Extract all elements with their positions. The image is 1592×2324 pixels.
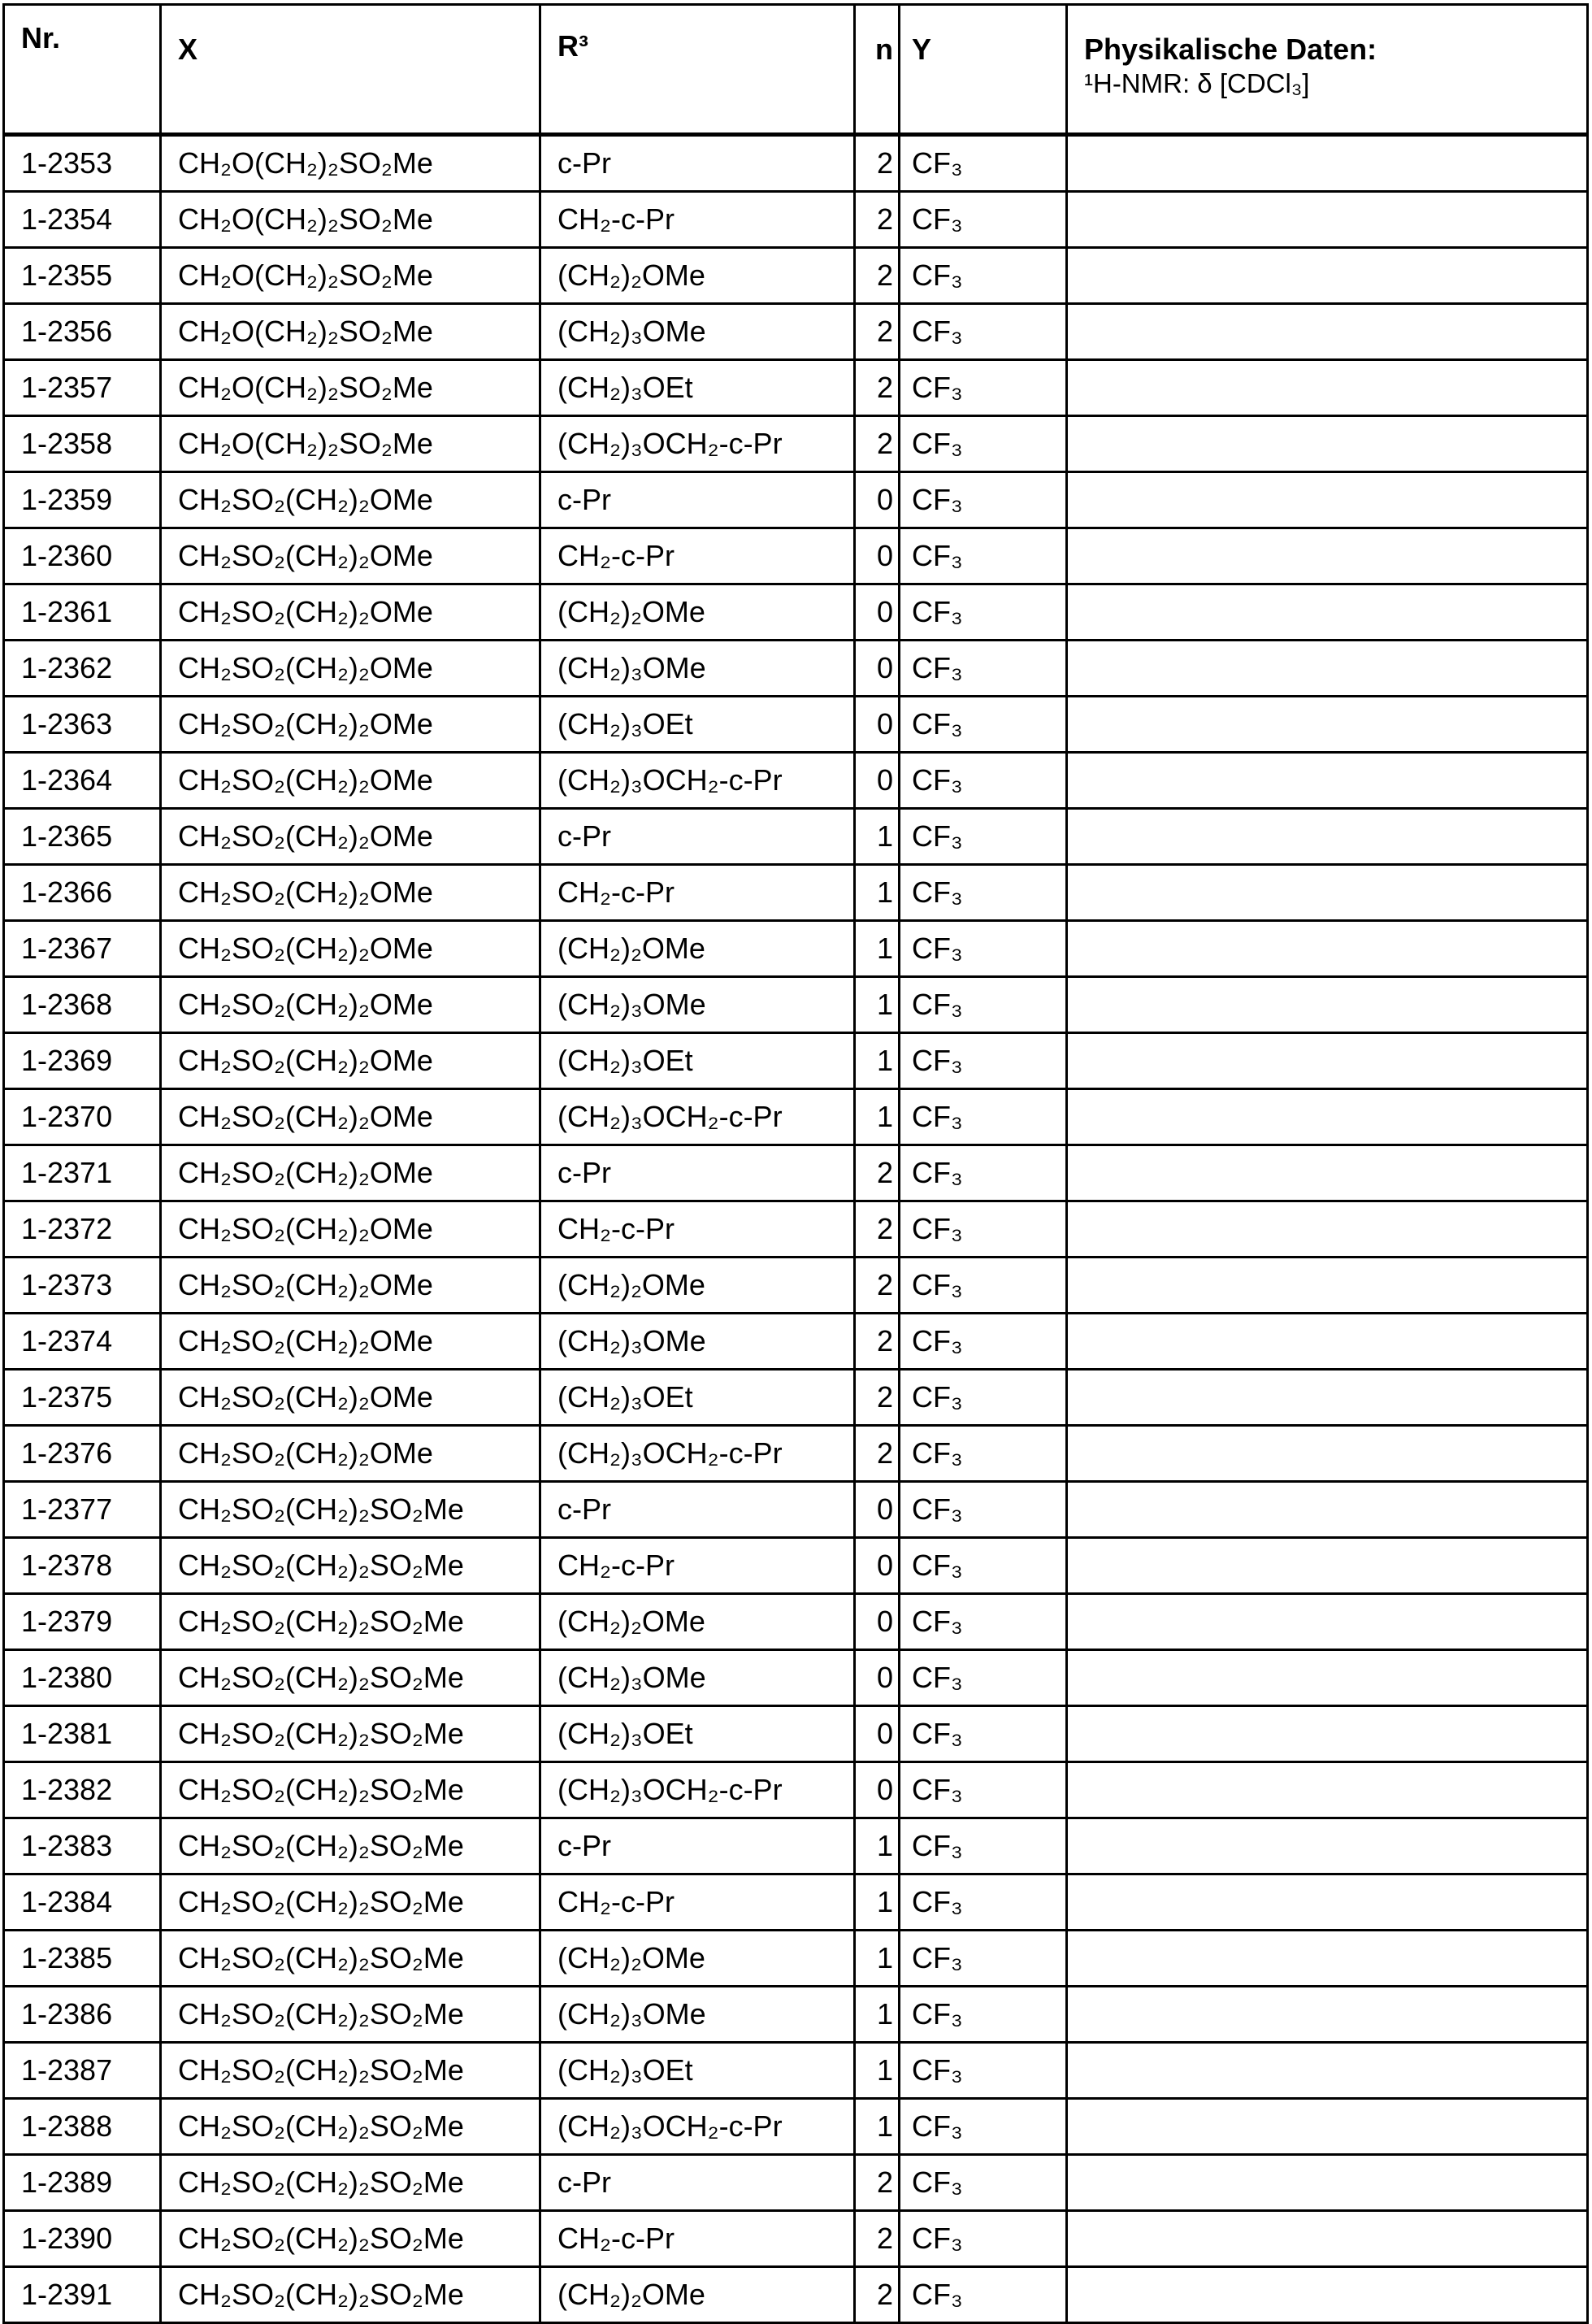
cell-y: CF₃ <box>900 360 1067 416</box>
cell-x: CH₂SO₂(CH₂)₂SO₂Me <box>161 1818 540 1874</box>
cell-x: CH₂SO₂(CH₂)₂SO₂Me <box>161 2267 540 2323</box>
cell-r3: (CH₂)₂OMe <box>540 2267 855 2323</box>
table-row <box>4 1314 1588 1370</box>
cell-x: CH₂SO₂(CH₂)₂OMe <box>161 977 540 1033</box>
cell-x: CH₂O(CH₂)₂SO₂Me <box>161 304 540 360</box>
cell-r3: (CH₂)₃OMe <box>540 1987 855 2043</box>
table-row <box>4 304 1588 360</box>
cell-y: CF₃ <box>900 865 1067 921</box>
table-row <box>4 1650 1588 1706</box>
table-row <box>4 472 1588 528</box>
cell-nr: 1-2389 <box>4 2155 161 2211</box>
cell-n: 1 <box>855 809 900 865</box>
cell-r3: CH₂-c-Pr <box>540 192 855 248</box>
cell-y: CF₃ <box>900 192 1067 248</box>
cell-physical-data <box>1067 753 1588 809</box>
cell-nr: 1-2368 <box>4 977 161 1033</box>
cell-physical-data <box>1067 641 1588 697</box>
cell-r3: (CH₂)₂OMe <box>540 921 855 977</box>
cell-n: 0 <box>855 641 900 697</box>
cell-nr: 1-2360 <box>4 528 161 584</box>
cell-nr: 1-2379 <box>4 1594 161 1650</box>
cell-r3: (CH₂)₃OCH₂-c-Pr <box>540 1089 855 1145</box>
cell-n: 2 <box>855 2155 900 2211</box>
cell-x: CH₂SO₂(CH₂)₂OMe <box>161 641 540 697</box>
table-row <box>4 1706 1588 1762</box>
cell-r3: (CH₂)₃OEt <box>540 1033 855 1089</box>
cell-n: 0 <box>855 1706 900 1762</box>
cell-x: CH₂SO₂(CH₂)₂SO₂Me <box>161 1594 540 1650</box>
cell-r3: (CH₂)₃OEt <box>540 2043 855 2099</box>
table-row <box>4 1482 1588 1538</box>
cell-y: CF₃ <box>900 2155 1067 2211</box>
cell-n: 2 <box>855 1145 900 1201</box>
cell-n: 1 <box>855 2043 900 2099</box>
cell-y: CF₃ <box>900 1370 1067 1426</box>
cell-y: CF₃ <box>900 1762 1067 1818</box>
table-row <box>4 2267 1588 2323</box>
header-r3: R³ <box>540 5 855 135</box>
header-n: n <box>855 5 900 135</box>
table-row <box>4 1370 1588 1426</box>
cell-r3: c-Pr <box>540 1818 855 1874</box>
cell-physical-data <box>1067 1258 1588 1314</box>
cell-r3: (CH₂)₂OMe <box>540 1258 855 1314</box>
cell-nr: 1-2365 <box>4 809 161 865</box>
cell-x: CH₂SO₂(CH₂)₂OMe <box>161 1370 540 1426</box>
cell-nr: 1-2362 <box>4 641 161 697</box>
cell-r3: (CH₂)₃OEt <box>540 1706 855 1762</box>
table-row <box>4 1201 1588 1258</box>
cell-r3: (CH₂)₃OEt <box>540 360 855 416</box>
table-row <box>4 2211 1588 2267</box>
cell-n: 0 <box>855 1482 900 1538</box>
cell-r3: (CH₂)₃OMe <box>540 977 855 1033</box>
cell-nr: 1-2388 <box>4 2099 161 2155</box>
cell-y: CF₃ <box>900 1201 1067 1258</box>
cell-n: 2 <box>855 1370 900 1426</box>
cell-nr: 1-2387 <box>4 2043 161 2099</box>
cell-n: 0 <box>855 1650 900 1706</box>
cell-n: 1 <box>855 865 900 921</box>
cell-x: CH₂SO₂(CH₂)₂SO₂Me <box>161 1762 540 1818</box>
cell-y: CF₃ <box>900 1706 1067 1762</box>
cell-x: CH₂O(CH₂)₂SO₂Me <box>161 360 540 416</box>
cell-n: 2 <box>855 416 900 472</box>
cell-y: CF₃ <box>900 1594 1067 1650</box>
cell-x: CH₂SO₂(CH₂)₂SO₂Me <box>161 1987 540 2043</box>
cell-n: 1 <box>855 2099 900 2155</box>
cell-physical-data <box>1067 1482 1588 1538</box>
table-row <box>4 753 1588 809</box>
cell-y: CF₃ <box>900 641 1067 697</box>
cell-n: 2 <box>855 248 900 304</box>
cell-nr: 1-2369 <box>4 1033 161 1089</box>
cell-y: CF₃ <box>900 304 1067 360</box>
cell-r3: (CH₂)₃OCH₂-c-Pr <box>540 753 855 809</box>
cell-nr: 1-2359 <box>4 472 161 528</box>
cell-r3: (CH₂)₂OMe <box>540 248 855 304</box>
cell-physical-data <box>1067 1762 1588 1818</box>
table-row <box>4 1538 1588 1594</box>
table-row <box>4 360 1588 416</box>
cell-n: 2 <box>855 1201 900 1258</box>
cell-n: 2 <box>855 2267 900 2323</box>
cell-nr: 1-2366 <box>4 865 161 921</box>
table-row <box>4 1594 1588 1650</box>
cell-y: CF₃ <box>900 1987 1067 2043</box>
cell-physical-data <box>1067 921 1588 977</box>
cell-nr: 1-2363 <box>4 697 161 753</box>
cell-physical-data <box>1067 1426 1588 1482</box>
cell-physical-data <box>1067 1987 1588 2043</box>
cell-r3: (CH₂)₃OCH₂-c-Pr <box>540 1762 855 1818</box>
cell-n: 1 <box>855 977 900 1033</box>
cell-x: CH₂SO₂(CH₂)₂OMe <box>161 697 540 753</box>
cell-physical-data <box>1067 1538 1588 1594</box>
cell-r3: (CH₂)₃OCH₂-c-Pr <box>540 2099 855 2155</box>
cell-r3: c-Pr <box>540 472 855 528</box>
cell-r3: CH₂-c-Pr <box>540 528 855 584</box>
cell-y: CF₃ <box>900 1145 1067 1201</box>
cell-nr: 1-2370 <box>4 1089 161 1145</box>
table-row <box>4 1145 1588 1201</box>
table-row <box>4 1258 1588 1314</box>
cell-nr: 1-2383 <box>4 1818 161 1874</box>
cell-n: 2 <box>855 192 900 248</box>
cell-y: CF₃ <box>900 528 1067 584</box>
cell-x: CH₂SO₂(CH₂)₂OMe <box>161 809 540 865</box>
physical-data-nmr-label: ¹H-NMR: δ [CDCl₃] <box>1084 69 1586 98</box>
cell-nr: 1-2361 <box>4 584 161 641</box>
cell-r3: CH₂-c-Pr <box>540 865 855 921</box>
cell-n: 0 <box>855 1538 900 1594</box>
cell-x: CH₂SO₂(CH₂)₂OMe <box>161 472 540 528</box>
cell-nr: 1-2380 <box>4 1650 161 1706</box>
cell-physical-data <box>1067 1706 1588 1762</box>
cell-y: CF₃ <box>900 2099 1067 2155</box>
cell-n: 1 <box>855 1033 900 1089</box>
table-row <box>4 1033 1588 1089</box>
header-y: Y <box>900 5 1067 135</box>
cell-n: 1 <box>855 1818 900 1874</box>
cell-y: CF₃ <box>900 584 1067 641</box>
table-row <box>4 921 1588 977</box>
cell-nr: 1-2355 <box>4 248 161 304</box>
cell-physical-data <box>1067 1201 1588 1258</box>
cell-nr: 1-2372 <box>4 1201 161 1258</box>
cell-physical-data <box>1067 360 1588 416</box>
cell-nr: 1-2384 <box>4 1874 161 1931</box>
cell-r3: c-Pr <box>540 1145 855 1201</box>
cell-physical-data <box>1067 1089 1588 1145</box>
cell-y: CF₃ <box>900 1538 1067 1594</box>
cell-x: CH₂SO₂(CH₂)₂SO₂Me <box>161 2155 540 2211</box>
cell-n: 0 <box>855 528 900 584</box>
cell-y: CF₃ <box>900 2267 1067 2323</box>
cell-x: CH₂SO₂(CH₂)₂OMe <box>161 921 540 977</box>
table-row <box>4 809 1588 865</box>
table-row <box>4 697 1588 753</box>
cell-y: CF₃ <box>900 697 1067 753</box>
cell-physical-data <box>1067 584 1588 641</box>
cell-x: CH₂SO₂(CH₂)₂SO₂Me <box>161 1482 540 1538</box>
cell-y: CF₃ <box>900 2211 1067 2267</box>
cell-n: 0 <box>855 1762 900 1818</box>
cell-y: CF₃ <box>900 1089 1067 1145</box>
cell-physical-data <box>1067 472 1588 528</box>
cell-physical-data <box>1067 416 1588 472</box>
cell-y: CF₃ <box>900 135 1067 192</box>
cell-nr: 1-2381 <box>4 1706 161 1762</box>
cell-nr: 1-2356 <box>4 304 161 360</box>
header-physical-data <box>1067 5 1588 135</box>
cell-physical-data <box>1067 1594 1588 1650</box>
header-x: X <box>161 5 540 135</box>
cell-x: CH₂SO₂(CH₂)₂SO₂Me <box>161 2211 540 2267</box>
cell-x: CH₂SO₂(CH₂)₂OMe <box>161 1426 540 1482</box>
cell-r3: c-Pr <box>540 2155 855 2211</box>
cell-nr: 1-2371 <box>4 1145 161 1201</box>
cell-x: CH₂SO₂(CH₂)₂SO₂Me <box>161 1538 540 1594</box>
cell-nr: 1-2364 <box>4 753 161 809</box>
cell-physical-data <box>1067 248 1588 304</box>
cell-nr: 1-2386 <box>4 1987 161 2043</box>
cell-physical-data <box>1067 2043 1588 2099</box>
cell-r3: CH₂-c-Pr <box>540 1201 855 1258</box>
cell-r3: (CH₂)₃OMe <box>540 304 855 360</box>
cell-y: CF₃ <box>900 1818 1067 1874</box>
cell-physical-data <box>1067 697 1588 753</box>
cell-nr: 1-2378 <box>4 1538 161 1594</box>
table-row <box>4 977 1588 1033</box>
cell-physical-data <box>1067 977 1588 1033</box>
cell-r3: (CH₂)₂OMe <box>540 1594 855 1650</box>
cell-nr: 1-2391 <box>4 2267 161 2323</box>
cell-y: CF₃ <box>900 1931 1067 1987</box>
cell-physical-data <box>1067 1874 1588 1931</box>
cell-r3: (CH₂)₃OMe <box>540 641 855 697</box>
cell-x: CH₂SO₂(CH₂)₂OMe <box>161 1314 540 1370</box>
cell-x: CH₂SO₂(CH₂)₂OMe <box>161 584 540 641</box>
cell-physical-data <box>1067 1650 1588 1706</box>
cell-physical-data <box>1067 528 1588 584</box>
table-row <box>4 1874 1588 1931</box>
cell-n: 2 <box>855 1258 900 1314</box>
cell-r3: (CH₂)₃OMe <box>540 1650 855 1706</box>
cell-y: CF₃ <box>900 416 1067 472</box>
cell-r3: CH₂-c-Pr <box>540 2211 855 2267</box>
cell-x: CH₂SO₂(CH₂)₂OMe <box>161 1089 540 1145</box>
cell-n: 2 <box>855 2211 900 2267</box>
cell-physical-data <box>1067 1370 1588 1426</box>
cell-n: 2 <box>855 304 900 360</box>
cell-x: CH₂SO₂(CH₂)₂SO₂Me <box>161 1706 540 1762</box>
header-row <box>4 5 1588 135</box>
cell-physical-data <box>1067 2099 1588 2155</box>
cell-n: 0 <box>855 753 900 809</box>
cell-x: CH₂SO₂(CH₂)₂SO₂Me <box>161 2099 540 2155</box>
cell-physical-data <box>1067 1931 1588 1987</box>
cell-x: CH₂SO₂(CH₂)₂SO₂Me <box>161 2043 540 2099</box>
table-row <box>4 1089 1588 1145</box>
cell-r3: c-Pr <box>540 809 855 865</box>
cell-y: CF₃ <box>900 1482 1067 1538</box>
cell-physical-data <box>1067 1033 1588 1089</box>
cell-y: CF₃ <box>900 1033 1067 1089</box>
cell-x: CH₂O(CH₂)₂SO₂Me <box>161 192 540 248</box>
table-row <box>4 1426 1588 1482</box>
cell-physical-data <box>1067 192 1588 248</box>
cell-n: 0 <box>855 697 900 753</box>
cell-nr: 1-2390 <box>4 2211 161 2267</box>
cell-r3: (CH₂)₃OMe <box>540 1314 855 1370</box>
cell-y: CF₃ <box>900 753 1067 809</box>
cell-n: 2 <box>855 135 900 192</box>
cell-n: 2 <box>855 360 900 416</box>
cell-r3: (CH₂)₂OMe <box>540 584 855 641</box>
cell-n: 1 <box>855 1874 900 1931</box>
table-row <box>4 2099 1588 2155</box>
cell-x: CH₂O(CH₂)₂SO₂Me <box>161 248 540 304</box>
cell-n: 0 <box>855 1594 900 1650</box>
header-nr: Nr. <box>4 5 161 135</box>
cell-x: CH₂SO₂(CH₂)₂OMe <box>161 1033 540 1089</box>
cell-x: CH₂SO₂(CH₂)₂OMe <box>161 528 540 584</box>
cell-nr: 1-2385 <box>4 1931 161 1987</box>
cell-r3: (CH₂)₃OEt <box>540 1370 855 1426</box>
cell-y: CF₃ <box>900 248 1067 304</box>
cell-x: CH₂O(CH₂)₂SO₂Me <box>161 135 540 192</box>
cell-x: CH₂SO₂(CH₂)₂SO₂Me <box>161 1931 540 1987</box>
cell-nr: 1-2376 <box>4 1426 161 1482</box>
cell-r3: (CH₂)₃OCH₂-c-Pr <box>540 1426 855 1482</box>
cell-y: CF₃ <box>900 1874 1067 1931</box>
cell-nr: 1-2353 <box>4 135 161 192</box>
table-row <box>4 528 1588 584</box>
cell-x: CH₂SO₂(CH₂)₂OMe <box>161 865 540 921</box>
cell-y: CF₃ <box>900 1314 1067 1370</box>
physical-data-title: Physikalische Daten: <box>1084 33 1377 66</box>
cell-x: CH₂SO₂(CH₂)₂OMe <box>161 1201 540 1258</box>
table-row <box>4 416 1588 472</box>
cell-nr: 1-2373 <box>4 1258 161 1314</box>
cell-x: CH₂SO₂(CH₂)₂OMe <box>161 753 540 809</box>
cell-nr: 1-2377 <box>4 1482 161 1538</box>
cell-r3: (CH₂)₂OMe <box>540 1931 855 1987</box>
cell-y: CF₃ <box>900 1258 1067 1314</box>
table-row <box>4 865 1588 921</box>
table-body <box>4 135 1588 2323</box>
cell-x: CH₂SO₂(CH₂)₂SO₂Me <box>161 1874 540 1931</box>
cell-y: CF₃ <box>900 809 1067 865</box>
cell-r3: (CH₂)₃OCH₂-c-Pr <box>540 416 855 472</box>
cell-nr: 1-2358 <box>4 416 161 472</box>
cell-n: 0 <box>855 584 900 641</box>
cell-y: CF₃ <box>900 1426 1067 1482</box>
cell-physical-data <box>1067 1145 1588 1201</box>
cell-n: 1 <box>855 1089 900 1145</box>
table-row <box>4 1987 1588 2043</box>
table-row <box>4 192 1588 248</box>
cell-n: 2 <box>855 1314 900 1370</box>
cell-physical-data <box>1067 304 1588 360</box>
cell-nr: 1-2382 <box>4 1762 161 1818</box>
cell-y: CF₃ <box>900 2043 1067 2099</box>
cell-nr: 1-2375 <box>4 1370 161 1426</box>
cell-physical-data <box>1067 809 1588 865</box>
cell-y: CF₃ <box>900 977 1067 1033</box>
cell-n: 0 <box>855 472 900 528</box>
cell-physical-data <box>1067 1314 1588 1370</box>
table-row <box>4 248 1588 304</box>
cell-physical-data <box>1067 135 1588 192</box>
cell-nr: 1-2354 <box>4 192 161 248</box>
cell-physical-data <box>1067 2155 1588 2211</box>
cell-physical-data <box>1067 2267 1588 2323</box>
cell-n: 1 <box>855 921 900 977</box>
cell-x: CH₂SO₂(CH₂)₂OMe <box>161 1145 540 1201</box>
cell-physical-data <box>1067 2211 1588 2267</box>
cell-x: CH₂O(CH₂)₂SO₂Me <box>161 416 540 472</box>
cell-x: CH₂SO₂(CH₂)₂SO₂Me <box>161 1650 540 1706</box>
cell-physical-data <box>1067 1818 1588 1874</box>
cell-r3: CH₂-c-Pr <box>540 1874 855 1931</box>
cell-y: CF₃ <box>900 472 1067 528</box>
cell-physical-data <box>1067 865 1588 921</box>
cell-n: 1 <box>855 1987 900 2043</box>
cell-r3: CH₂-c-Pr <box>540 1538 855 1594</box>
cell-y: CF₃ <box>900 1650 1067 1706</box>
table-row <box>4 2155 1588 2211</box>
table-row <box>4 1762 1588 1818</box>
cell-r3: (CH₂)₃OEt <box>540 697 855 753</box>
table-row <box>4 1818 1588 1874</box>
compound-table <box>2 3 1589 2324</box>
cell-r3: c-Pr <box>540 135 855 192</box>
table-row <box>4 135 1588 192</box>
cell-r3: c-Pr <box>540 1482 855 1538</box>
cell-y: CF₃ <box>900 921 1067 977</box>
table-row <box>4 2043 1588 2099</box>
cell-x: CH₂SO₂(CH₂)₂OMe <box>161 1258 540 1314</box>
cell-nr: 1-2374 <box>4 1314 161 1370</box>
cell-n: 2 <box>855 1426 900 1482</box>
cell-nr: 1-2357 <box>4 360 161 416</box>
cell-nr: 1-2367 <box>4 921 161 977</box>
table-row <box>4 641 1588 697</box>
table-row <box>4 1931 1588 1987</box>
cell-n: 1 <box>855 1931 900 1987</box>
table-row <box>4 584 1588 641</box>
